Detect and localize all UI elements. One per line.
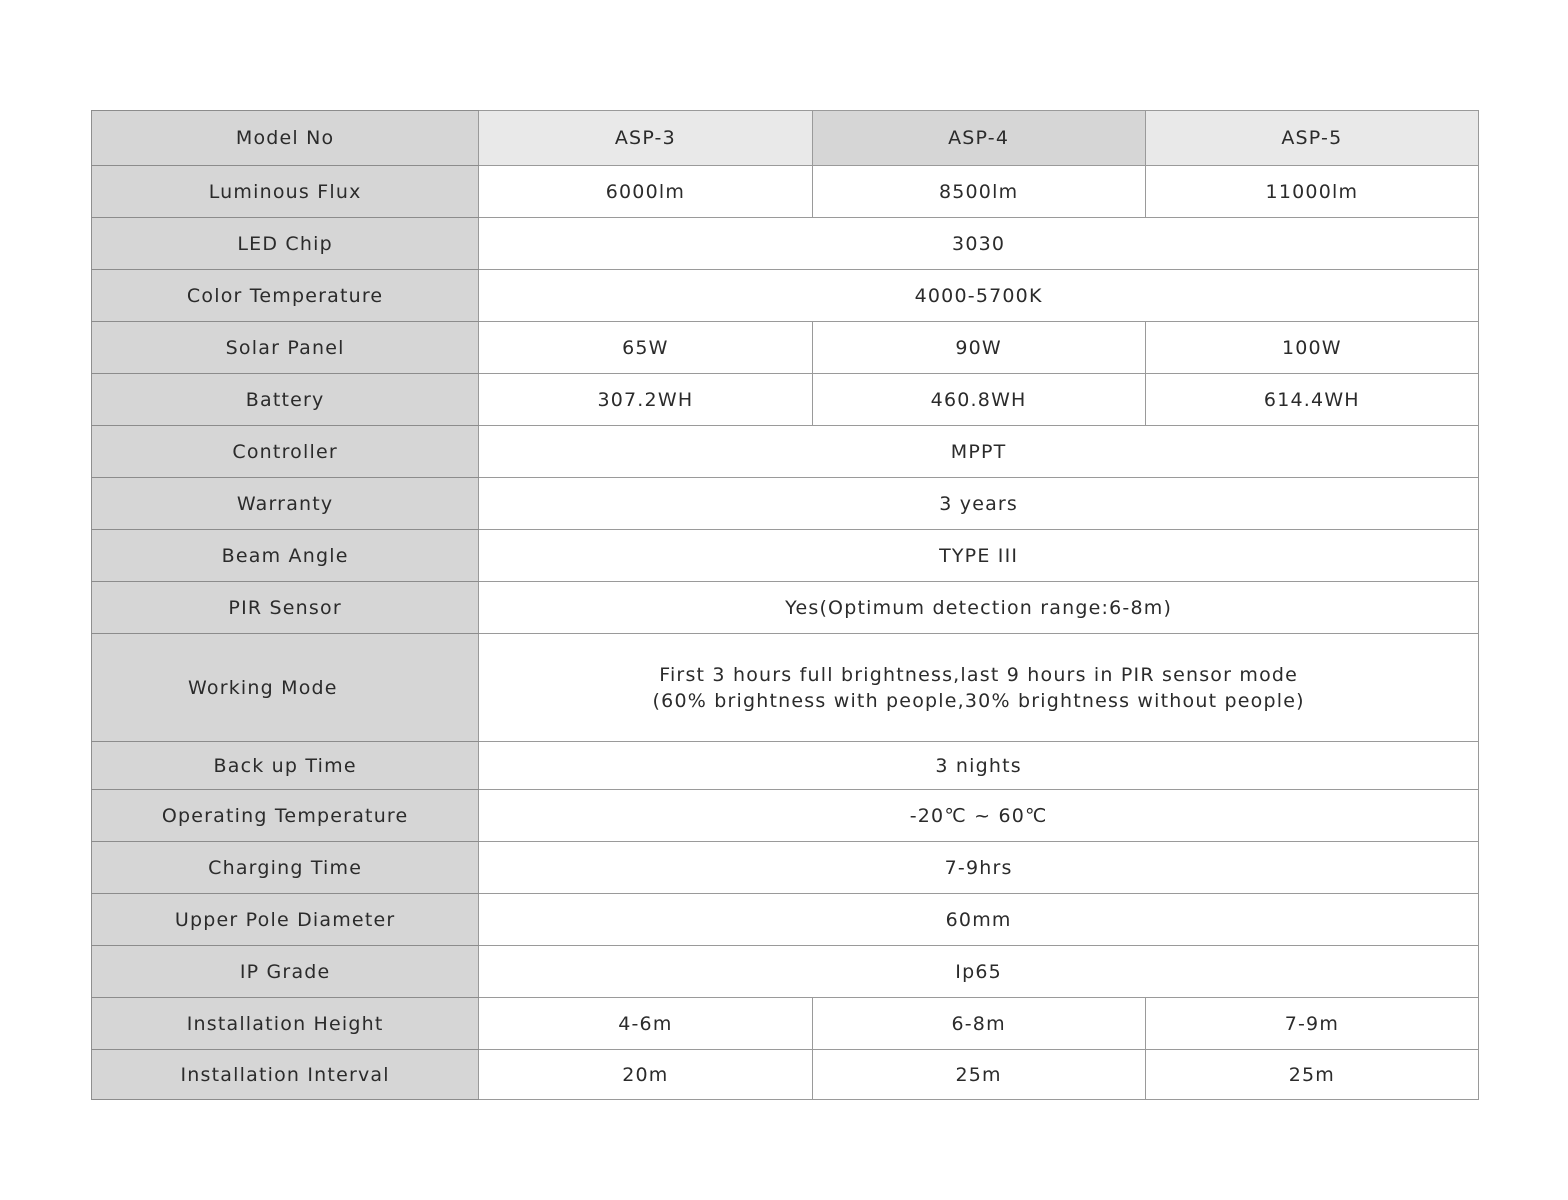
- cell-value: 6000lm: [479, 166, 812, 218]
- cell-value: 60mm: [479, 894, 1479, 946]
- row-label: Working Mode: [92, 634, 479, 742]
- working-mode-line-1: First 3 hours full brightness,last 9 hours in PIR sensor mode: [659, 663, 1299, 686]
- cell-value: TYPE III: [479, 530, 1479, 582]
- cell-value: Ip65: [479, 946, 1479, 998]
- row-label: Luminous Flux: [92, 166, 479, 218]
- cell-value: 614.4WH: [1145, 374, 1478, 426]
- row-label: Solar Panel: [92, 322, 479, 374]
- table-row: [92, 790, 1479, 842]
- row-label: Back up Time: [92, 742, 479, 790]
- cell-value: MPPT: [479, 426, 1479, 478]
- cell-value: 8500lm: [812, 166, 1145, 218]
- table-row: [92, 634, 1479, 742]
- row-label: Warranty: [92, 478, 479, 530]
- cell-value: 7-9hrs: [479, 842, 1479, 894]
- cell-value: 307.2WH: [479, 374, 812, 426]
- cell-value: -20℃ ~ 60℃: [479, 790, 1479, 842]
- table-row: [92, 166, 1479, 218]
- table-row: [92, 894, 1479, 946]
- cell-value: 25m: [1145, 1050, 1478, 1100]
- row-label: Color Temperature: [92, 270, 479, 322]
- row-label: Battery: [92, 374, 479, 426]
- table-row: [92, 998, 1479, 1050]
- table-row: [92, 530, 1479, 582]
- table-row: [92, 218, 1479, 270]
- table-row: [92, 742, 1479, 790]
- cell-value: 7-9m: [1145, 998, 1478, 1050]
- row-label: IP Grade: [92, 946, 479, 998]
- cell-value: 90W: [812, 322, 1145, 374]
- row-label: Upper Pole Diameter: [92, 894, 479, 946]
- table-row: [92, 582, 1479, 634]
- table-row: [92, 426, 1479, 478]
- header-model-asp-4: ASP-4: [812, 111, 1145, 166]
- row-label: LED Chip: [92, 218, 479, 270]
- cell-value-multiline: [479, 634, 1479, 742]
- table-row: [92, 1050, 1479, 1100]
- table-row: [92, 270, 1479, 322]
- cell-value: 11000lm: [1145, 166, 1478, 218]
- cell-value: 3 years: [479, 478, 1479, 530]
- cell-value: 3030: [479, 218, 1479, 270]
- spec-table: [91, 110, 1479, 1100]
- table-row: [92, 374, 1479, 426]
- row-label: Installation Interval: [92, 1050, 479, 1100]
- table-header-row: [92, 111, 1479, 166]
- row-label: Charging Time: [92, 842, 479, 894]
- table-row: [92, 842, 1479, 894]
- row-label: Operating Temperature: [92, 790, 479, 842]
- header-model-asp-5: ASP-5: [1145, 111, 1478, 166]
- cell-value: 6-8m: [812, 998, 1145, 1050]
- header-label-model-no: Model No: [92, 111, 479, 166]
- cell-value: 25m: [812, 1050, 1145, 1100]
- cell-value: 4-6m: [479, 998, 812, 1050]
- table-row: [92, 322, 1479, 374]
- table-row: [92, 478, 1479, 530]
- row-label: Installation Height: [92, 998, 479, 1050]
- cell-value: 20m: [479, 1050, 812, 1100]
- cell-value: 100W: [1145, 322, 1478, 374]
- row-label: PIR Sensor: [92, 582, 479, 634]
- cell-value: 65W: [479, 322, 812, 374]
- header-model-asp-3: ASP-3: [479, 111, 812, 166]
- working-mode-line-2: (60% brightness with people,30% brightness without people): [652, 689, 1305, 712]
- row-label: Controller: [92, 426, 479, 478]
- cell-value: 4000-5700K: [479, 270, 1479, 322]
- cell-value: 460.8WH: [812, 374, 1145, 426]
- row-label: Beam Angle: [92, 530, 479, 582]
- cell-value: 3 nights: [479, 742, 1479, 790]
- cell-value: Yes(Optimum detection range:6-8m): [479, 582, 1479, 634]
- table-row: [92, 946, 1479, 998]
